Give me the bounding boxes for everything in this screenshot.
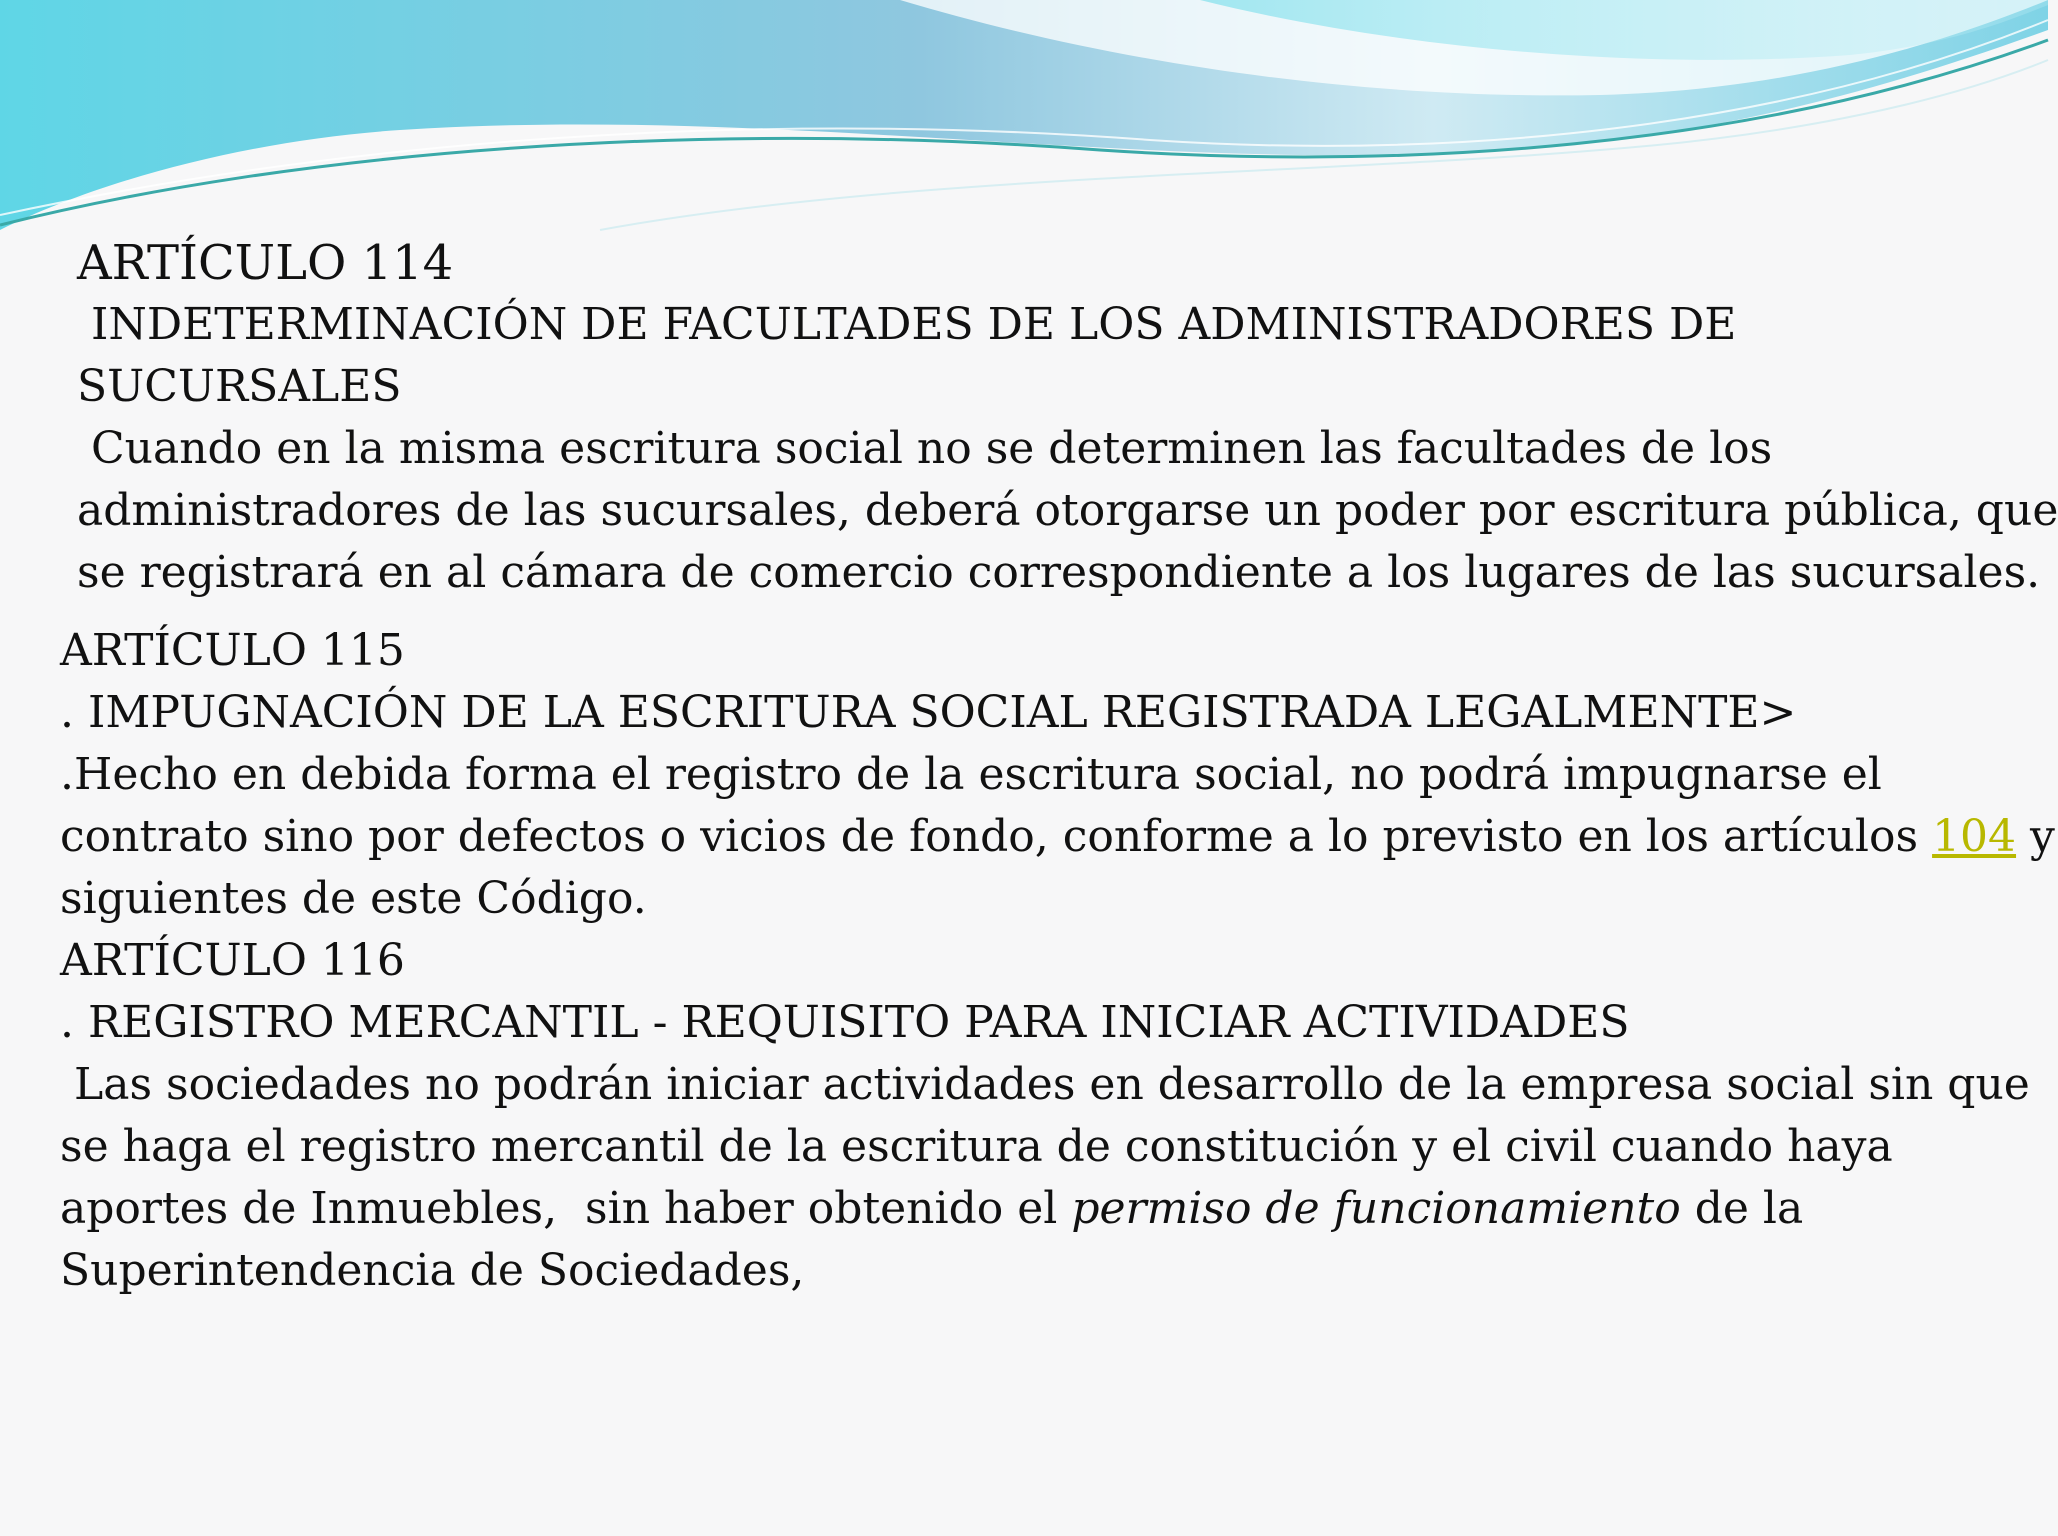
article-114 (77, 232, 2058, 604)
article-116-body-line4: Superintendencia de Sociedades, (60, 1245, 805, 1296)
article-115-body-line2 (60, 806, 2055, 868)
article-114-subtitle-line1: INDETERMINACIÓN DE FACULTADES DE LOS ADMINISTRADORES DE (77, 299, 1737, 350)
article-114-body-line2: administradores de las sucursales, deberá otorgarse un poder por escritura pública, que (77, 485, 2058, 536)
permiso-funcionamiento-emphasis: permiso de funcionamiento (1071, 1183, 1681, 1234)
articles-115-116 (60, 620, 2055, 1302)
article-116-body-line1: Las sociedades no podrán iniciar actividades en desarrollo de la empresa social sin que (60, 1059, 2030, 1110)
article-116-body-line3-end: de la (1680, 1183, 1804, 1234)
article-115-body-line2-end: y (2016, 811, 2055, 862)
article-116-subtitle: . REGISTRO MERCANTIL - REQUISITO PARA INICIAR ACTIVIDADES (60, 997, 1630, 1048)
article-116-title: ARTÍCULO 116 (60, 935, 405, 986)
article-115-body-line3: siguientes de este Código. (60, 873, 647, 924)
article-116-body-line2: se haga el registro mercantil de la escritura de constitución y el civil cuando haya (60, 1121, 1893, 1172)
article-116-body-line3-text: aportes de Inmuebles, sin haber obtenido el (60, 1183, 1072, 1234)
article-115-body-line2-text: contrato sino por defectos o vicios de fondo, conforme a lo previsto en los artículos (60, 811, 1933, 862)
article-114-body-line1: Cuando en la misma escritura social no se determinen las facultades de los (77, 423, 1773, 474)
article-115-subtitle: . IMPUGNACIÓN DE LA ESCRITURA SOCIAL REGISTRADA LEGALMENTE> (60, 687, 1797, 738)
article-114-body-line3: se registrará en al cámara de comercio correspondiente a los lugares de las sucursales. (77, 547, 2041, 598)
header-wave-decoration (0, 0, 2048, 240)
article-115-title: ARTÍCULO 115 (60, 625, 405, 676)
article-116-body-line3 (60, 1178, 2000, 1240)
article-104-link[interactable]: 104 (1932, 811, 2017, 862)
article-114-title: ARTÍCULO 114 (77, 235, 454, 291)
article-114-subtitle-line2: SUCURSALES (77, 361, 402, 412)
article-115-body-line1: .Hecho en debida forma el registro de la escritura social, no podrá impugnarse el (60, 749, 1882, 800)
